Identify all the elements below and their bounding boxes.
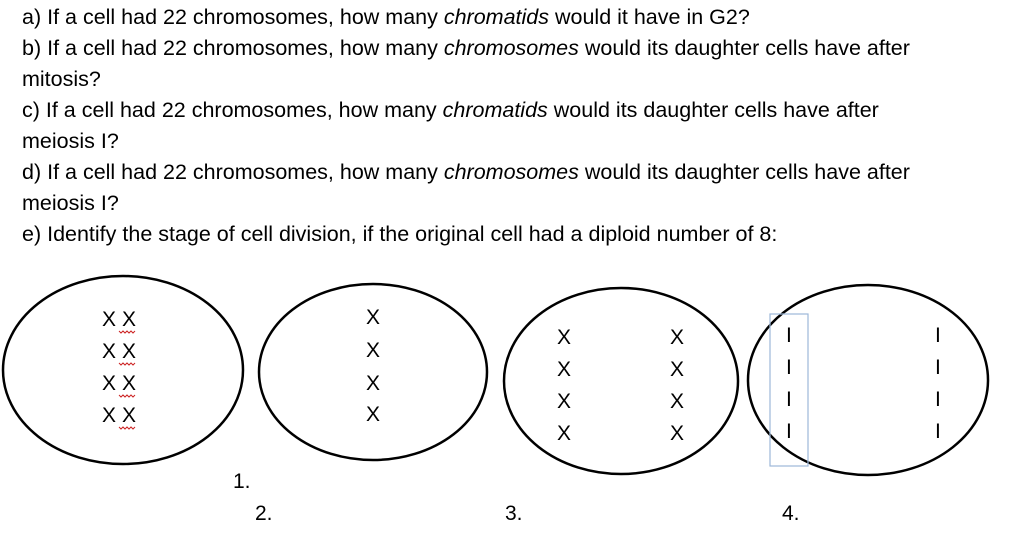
cell-1-underline-3	[119, 395, 135, 397]
cell-2	[255, 284, 487, 525]
cell-4	[748, 285, 988, 525]
cell-3-membrane	[504, 288, 738, 474]
question-d-post: would its daughter cells have after	[578, 160, 910, 184]
question-e: e) Identify the stage of cell division, if the original cell had a diploid number of 8:	[22, 222, 778, 246]
question-a-post: would it have in G2?	[549, 5, 750, 29]
cell-4-right-chromatid-2: I	[935, 356, 941, 379]
cell-4-right-chromatid-4: I	[935, 420, 941, 443]
cell-3-left-chromosome-1: X	[557, 326, 572, 349]
cell-4-left-chromatid-4: I	[786, 420, 792, 443]
question-c-emphasis: chromatids	[442, 98, 548, 122]
cell-3-left-chromosome-4: X	[557, 422, 572, 445]
cell-division-diagram	[0, 270, 1024, 537]
cell-1-chromosome-pair-4: XX	[102, 404, 136, 427]
question-c-continuation: meiosis I?	[22, 129, 119, 153]
cell-3	[504, 288, 738, 525]
cell-4-right-chromatid-1: I	[935, 324, 941, 347]
question-a-emphasis: chromatids	[443, 5, 549, 29]
cell-1-underline-4	[119, 427, 135, 429]
question-b-pre: b) If a cell had 22 chromosomes, how many	[22, 36, 444, 60]
cell-1-chromosome-pair-3: XX	[102, 372, 136, 395]
cell-2-chromosome-1: X	[366, 306, 381, 329]
question-a-pre: a) If a cell had 22 chromosomes, how many	[22, 5, 444, 29]
cell-1-chromosome-pair-1: XX	[102, 308, 136, 331]
cell-3-right-chromosome-3: X	[670, 390, 685, 413]
question-b-continuation: mitosis?	[22, 67, 101, 91]
question-d-emphasis: chromosomes	[443, 160, 579, 184]
cell-2-chromosome-4: X	[366, 403, 381, 426]
cell-1-underline-2	[119, 363, 135, 365]
cell-4-label: 4.	[782, 502, 800, 525]
cell-4-right-chromatid-3: I	[935, 388, 941, 411]
cell-4-left-chromatid-3: I	[786, 388, 792, 411]
question-d	[22, 157, 910, 188]
question-b-post: would its daughter cells have after	[578, 36, 910, 60]
cell-1-underline-1	[119, 331, 135, 333]
question-b-emphasis: chromosomes	[443, 36, 579, 60]
question-c	[22, 95, 879, 126]
question-a	[22, 2, 750, 33]
cell-1	[3, 276, 251, 493]
cell-1-label: 1.	[233, 470, 251, 493]
cell-3-right-chromosome-2: X	[670, 358, 685, 381]
cell-3-right-chromosome-4: X	[670, 422, 685, 445]
question-c-post: would its daughter cells have after	[547, 98, 879, 122]
cell-3-left-chromosome-3: X	[557, 390, 572, 413]
cell-3-left-chromosome-2: X	[557, 358, 572, 381]
cell-1-membrane	[3, 276, 243, 464]
question-d-pre: d) If a cell had 22 chromosomes, how many	[22, 160, 444, 184]
cell-3-label: 3.	[505, 502, 523, 525]
cell-2-chromosome-3: X	[366, 372, 381, 395]
cell-4-left-chromatid-2: I	[786, 356, 792, 379]
question-d-continuation: meiosis I?	[22, 191, 119, 215]
question-b	[22, 33, 910, 64]
cell-4-left-chromatid-1: I	[786, 324, 792, 347]
cell-3-right-chromosome-1: X	[670, 326, 685, 349]
cell-2-chromosome-2: X	[366, 339, 381, 362]
question-c-pre: c) If a cell had 22 chromosomes, how many	[22, 98, 443, 122]
cell-1-chromosome-pair-2: XX	[102, 340, 136, 363]
cell-2-label: 2.	[255, 502, 273, 525]
